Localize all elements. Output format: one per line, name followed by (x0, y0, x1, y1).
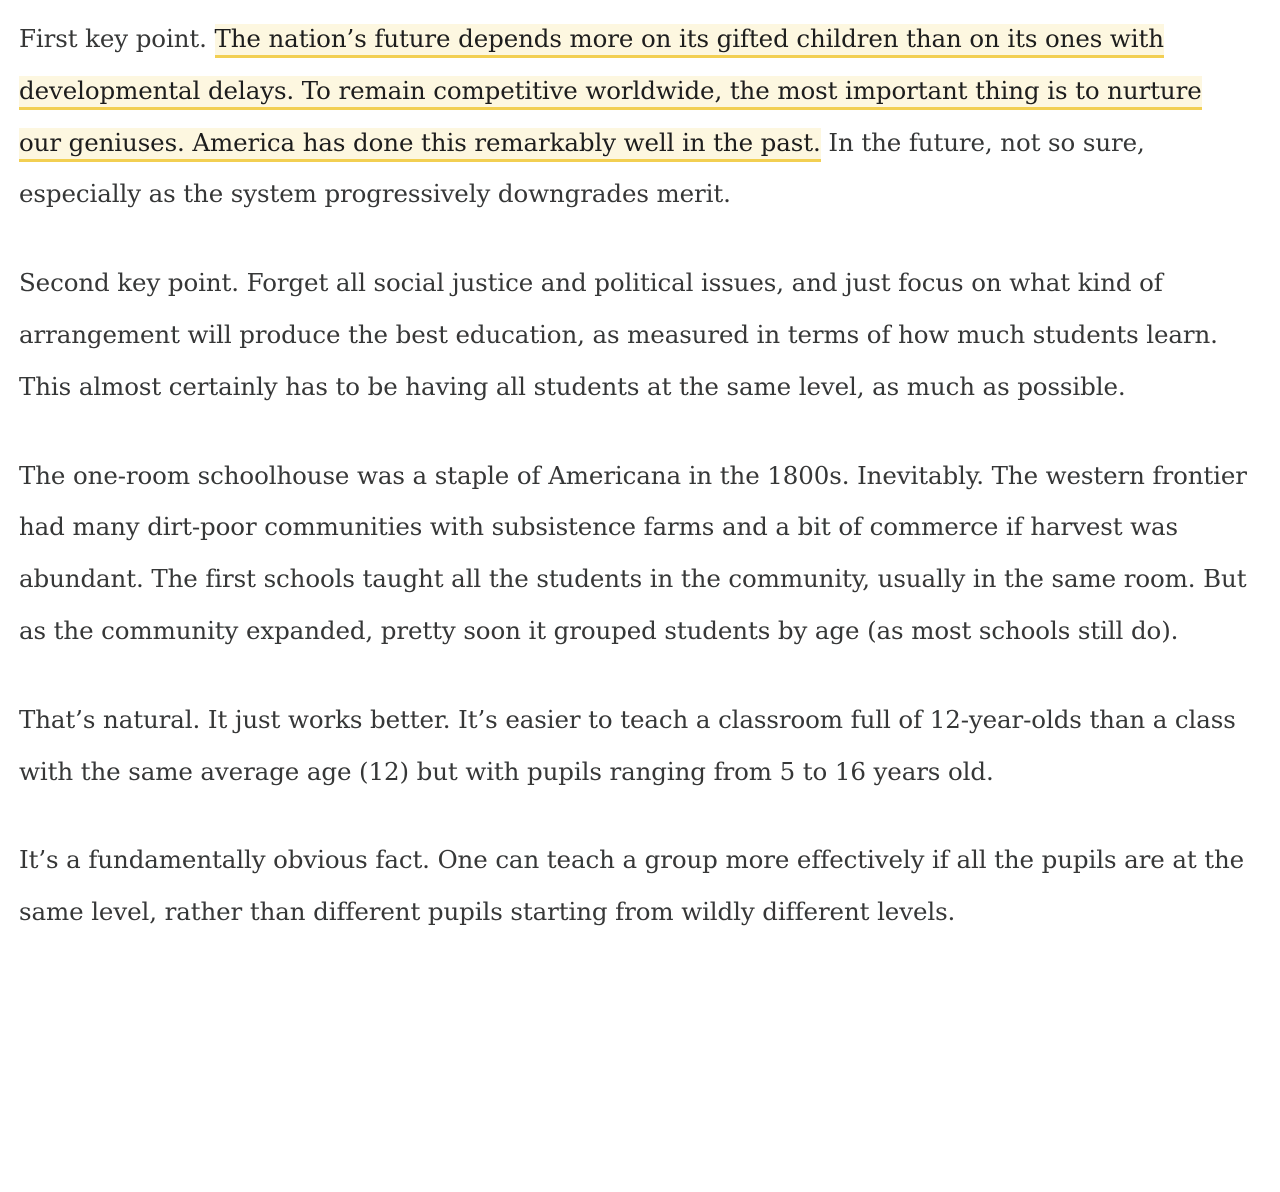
paragraph-first-key-point (19, 13, 1249, 220)
paragraph-one-room-schoolhouse: The one-room schoolhouse was a staple of Americana in the 1800s. Inevitably. The western frontier had many dirt-poor communities with subsistence farms and a bit of commerce if harvest was abundant. The first schools taught all the students in the community, usually in the same room. But as the community expanded, pretty soon it grouped students by age (as most schools still do). (19, 460, 1247, 645)
paragraph-lead-text: First key point. (19, 24, 215, 53)
paragraph-tail-text: In the future, not so sure, especially as the system progressively downgrades merit. (19, 127, 1145, 209)
paragraph-obvious-fact: It’s a fundamentally obvious fact. One can teach a group more effectively if all the pupils are at the same level, rather than different pupils starting from wildly different levels. (19, 845, 1245, 927)
article-body (19, 13, 1249, 975)
paragraph-second-key-point: Second key point. Forget all social justice and political issues, and just focus on what kind of arrangement will produce the best education, as measured in terms of how much students learn. This almost certainly has to be having all students at the same level, as much as possible. (19, 268, 1218, 401)
paragraph-thats-natural: That’s natural. It just works better. It’s easier to teach a classroom full of 12-year-olds than a class with the same average age (12) but with pupils ranging from 5 to 16 years old. (19, 704, 1236, 786)
highlighted-passage[interactable]: The nation’s future depends more on its gifted children than on its ones with developmental delays. To remain competitive worldwide, the most important thing is to nurture our geniuses. America has done this remarkably well in the past. (19, 24, 1202, 162)
